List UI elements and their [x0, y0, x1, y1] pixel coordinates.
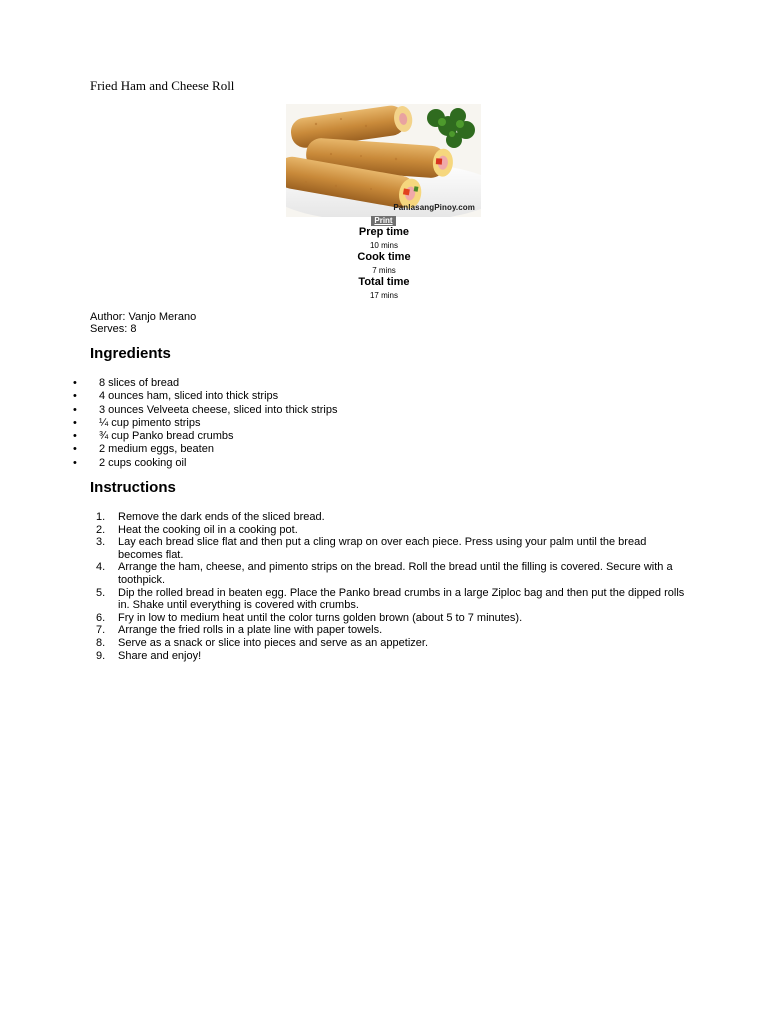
step-text: Lay each bread slice flat and then put a cling wrap on over each piece. Press using your palm until the bread becomes flat. [118, 536, 647, 561]
list-item: • ¼ cup pimento strips [0, 417, 337, 430]
list-item: • 8 slices of bread [0, 377, 337, 390]
list-item [0, 624, 690, 637]
ingredients-list [0, 377, 337, 470]
step-text: Arrange the ham, cheese, and pimento strips on the bread. Roll the bread until the filling is covered. Secure with a toothpick. [118, 561, 673, 586]
step-text: Arrange the fried rolls in a plate line with paper towels. [118, 624, 383, 637]
fried-roll-illustration [286, 104, 481, 217]
step-number: 2. [96, 523, 106, 536]
cook-time-value: 7 mins [372, 266, 396, 275]
step-number: 9. [96, 649, 106, 662]
step-number: 8. [96, 636, 106, 649]
list-item: • 3 ounces Velveeta cheese, sliced into thick strips [0, 404, 337, 417]
instructions-list [0, 511, 690, 662]
list-item: • ¾ cup Panko bread crumbs [0, 430, 337, 443]
photo-watermark: PanlasangPinoy.com [393, 203, 475, 212]
list-item: • 2 medium eggs, beaten [0, 443, 337, 456]
cook-time-label: Cook time [357, 251, 411, 263]
step-text: Remove the dark ends of the sliced bread. [118, 511, 325, 523]
recipe-serves: Serves: 8 [90, 323, 137, 335]
instructions-heading: Instructions [90, 479, 176, 496]
step-text: Serve as a snack or slice into pieces and serve as an appetizer. [118, 636, 429, 649]
step-number: 5. [96, 586, 106, 599]
list-item: • 2 cups cooking oil [0, 457, 337, 470]
step-number: 3. [96, 536, 106, 549]
recipe-author: Author: Vanjo Merano [90, 311, 197, 323]
print-button[interactable]: Print [371, 216, 396, 226]
list-item [0, 524, 690, 537]
list-item [0, 511, 690, 524]
list-item [0, 536, 690, 561]
list-item [0, 561, 690, 586]
prep-time-block [284, 226, 484, 251]
recipe-title: Fried Ham and Cheese Roll [90, 78, 235, 93]
list-item [0, 587, 690, 612]
list-item: • 4 ounces ham, sliced into thick strips [0, 390, 337, 403]
prep-time-value: 10 mins [369, 241, 398, 250]
total-time-label: Total time [358, 276, 410, 288]
cook-time-block [284, 251, 484, 276]
list-item [0, 637, 690, 650]
total-time-value: 17 mins [369, 291, 398, 300]
list-item [0, 650, 690, 663]
step-number: 7. [96, 624, 106, 637]
ingredients-heading: Ingredients [90, 345, 171, 362]
step-text: Heat the cooking oil in a cooking pot. [118, 523, 298, 536]
step-text: Dip the rolled bread in beaten egg. Place the Panko bread crumbs in a large Ziploc bag and then put the dipped rolls in. Shake until everything is covered with crumbs. [118, 586, 685, 612]
total-time-block [284, 276, 484, 301]
prep-time-label: Prep time [358, 226, 410, 238]
step-number: 1. [96, 511, 106, 523]
step-text: Fry in low to medium heat until the color turns golden brown (about 5 to 7 minutes). [118, 611, 523, 624]
fried-roll-photo [286, 104, 481, 217]
step-text: Share and enjoy! [118, 649, 202, 662]
step-number: 6. [96, 611, 106, 624]
step-number: 4. [96, 561, 106, 574]
list-item [0, 612, 690, 625]
